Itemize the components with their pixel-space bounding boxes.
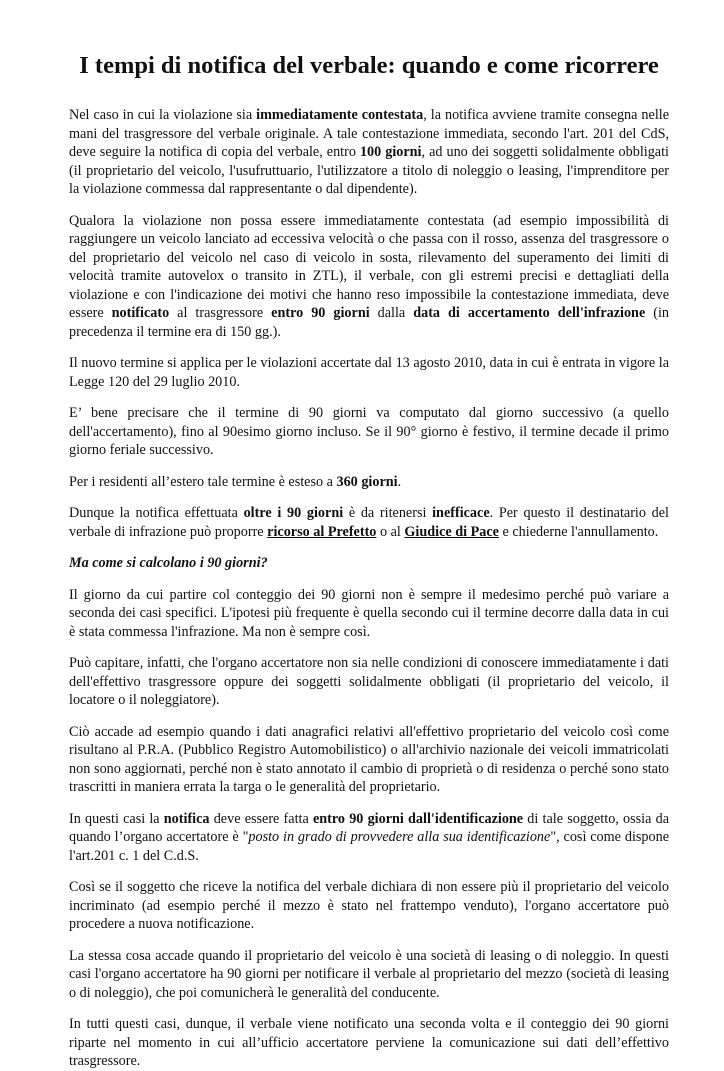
paragraph-new-notification: Così se il soggetto che riceve la notifica del verbale dichiara di non essere più il proprietario del veicolo incriminato (ad esempio perché il mezzo è stato nel frattempo venduto), l'organo accertatore può procedere a nuova notificazione. xyxy=(69,879,669,932)
paragraph-new-term: Il nuovo termine si applica per le violazioni accertate dal 13 agosto 2010, data in cui è entrata in vigore la Legge 120 del 29 luglio 2010. xyxy=(69,355,669,390)
paragraph-unknown-offender: Può capitare, infatti, che l'organo accertatore non sia nelle condizioni di conoscere immediatamente i dati dell'effettivo trasgressore oppure dei soggetti solidalmente obbligati (il proprietario del veicolo, il locatore o il noleggiatore). xyxy=(69,655,669,708)
paragraph-computation: E’ bene precisare che il termine di 90 giorni va computato dal giorno successivo (a quello dell'accertamento), fino al 90esimo giorno incluso. Se il 90° giorno è festivo, il termine decade il primo giorno feriale successivo. xyxy=(69,405,669,458)
page-title: I tempi di notifica del verbale: quando e come ricorrere xyxy=(79,52,659,79)
paragraph-leasing: La stessa cosa accade quando il proprietario del veicolo è una società di leasing o di noleggio. In questi casi l'organo accertatore ha 90 giorni per notificare il verbale al proprietario del mezzo (società di leasing o di noleggio), che poi comunicherà le generalità del conducente. xyxy=(69,947,669,1001)
paragraph-foreign-residents: Per i residenti all’estero tale termine è esteso a 360 giorni. xyxy=(69,473,402,490)
link-ricorso-prefetto[interactable]: ricorso al Prefetto xyxy=(267,523,377,540)
paragraph-immediate-contestation: Nel caso in cui la violazione sia immediatamente contestata, la notifica avviene tramite consegna nelle mani del trasgressore del verbale originale. A tale contestazione immediata, secondo l'art. 201 del CdS, deve seguire la notifica di copia del verbale, entro 100 giorni, ad uno dei soggetti solidalmente obbligati (il proprietario del veicolo, l'usufruttuario, l'utilizzatore a titolo di noleggio o leasing, l'imprenditore per la violazione commessa dal rappresentante o dal dipendente). xyxy=(69,107,669,197)
paragraph-second-notification: In tutti questi casi, dunque, il verbale viene notificato una seconda volta e il conteggio dei 90 giorni riparte nel momento in cui all’ufficio accertatore perviene la comunicazione sui dati dell’effettivo trasgressore. xyxy=(69,1016,669,1069)
paragraph-identification: In questi casi la notifica deve essere fatta entro 90 giorni dall'identificazione di tale soggetto, ossia da quando l’organo accertatore è "posto in grado di provvedere alla sua identificazione", così come dispone l'art.201 c. 1 del C.d.S. xyxy=(69,810,669,864)
paragraph-start-date: Il giorno da cui partire col conteggio dei 90 giorni non è sempre il medesimo perché può variare a seconda dei casi specifici. L'ipotesi più frequente è quella secondo cui il termine decorre dalla data in cui è stata commessa l'infrazione. Ma non è sempre così. xyxy=(69,586,669,640)
link-giudice-di-pace[interactable]: Giudice di Pace xyxy=(404,523,499,540)
subheading: Ma come si calcolano i 90 giorni? xyxy=(69,555,268,571)
paragraph-pra-example: Ciò accade ad esempio quando i dati anagrafici relativi all'effettivo proprietario del veicolo così come risultano al P.R.A. (Pubblico Registro Automobilistico) o all'archivio nazionale dei veicoli immatricolati non sono aggiornati, perché non è stato annotato il cambio di proprietà o di residenza o perché sono stato trascritti in maniera errata la targa o le generalità del proprietario. xyxy=(69,723,669,795)
paragraph-non-immediate-contestation: Qualora la violazione non possa essere immediatamente contestata (ad esempio impossibilità di raggiungere un veicolo lanciato ad eccessiva velocità o che passa con il rosso, assenza del trasgressore o del proprietario del veicolo nel caso di veicolo in sosta, rilevamento del superamento dei limiti di velocità tramite autovelox o transito in ZTL), il verbale, con gli estremi precisi e dettagliati della violazione e con l'indicazione dei motivi che hanno reso impossibile la contestazione immediata, deve essere notificato al trasgressore entro 90 giorni dalla data di accertamento dell'infrazione (in precedenza il termine era di 150 gg.). xyxy=(69,212,670,340)
paragraph-appeal: Dunque la notifica effettuata oltre i 90 giorni è da ritenersi inefficace. Per questo il destinatario del verbale di infrazione può proporre ricorso al Prefetto o al Giudice di Pace e chiederne l'annullamento. xyxy=(69,505,669,540)
